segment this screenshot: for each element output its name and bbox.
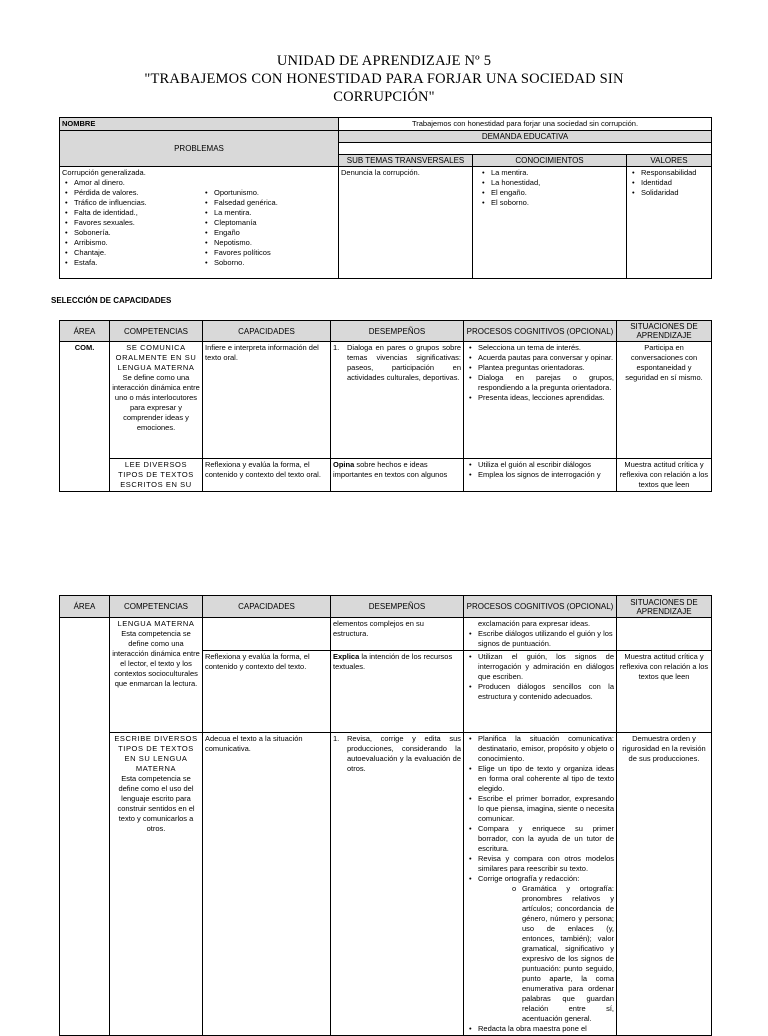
area-cell: COM. <box>60 342 110 492</box>
list-item <box>466 874 614 1024</box>
list-item: • Falsedad genérica. <box>202 198 322 208</box>
sub-list-item: o Gramática y ortografía: pronombres relativos y artículos; concordancia de género, número y persona; uso de enlaces (y, entonces, también); valor gramatical, significativo y expresivo de los signos de puntuación: punto seguido, punto aparte, la coma enumerativa para ordenar palabras que guardan relación entre sí, acentuación general. <box>508 884 614 1024</box>
list-item: • Solidaridad <box>629 188 709 198</box>
procesos-header: PROCESOS COGNITIVOS (OPCIONAL) <box>464 321 617 342</box>
list-item: • Emplea los signos de interrogación y <box>466 470 614 480</box>
procesos-continuation: exclamación para expresar ideas. <box>478 619 591 628</box>
situacion-cell <box>617 618 712 651</box>
list-item: • La mentira. <box>202 208 322 218</box>
demanda-blank <box>339 143 712 155</box>
desempeno-text: Revisa, corrige y edita sus producciones, considerando la autoevaluación y la evaluación de otros. <box>347 734 461 773</box>
area-header: ÁREA <box>60 321 110 342</box>
demanda-header: DEMANDA EDUCATIVA <box>339 131 712 143</box>
list-item: • El engaño. <box>479 188 624 198</box>
list-item: • Planifica la situación comunicativa: destinatario, emisor, propósito y objeto o conocimiento. <box>466 734 614 764</box>
situaciones-header: SITUACIONES DE APRENDIZAJE <box>617 321 712 342</box>
desempeno-cell <box>331 342 464 459</box>
competencia-cell <box>110 733 203 1036</box>
desempeno-cell <box>331 459 464 492</box>
valores-cell <box>627 167 712 279</box>
valores-header: VALORES <box>627 155 712 167</box>
competencia-description: Esta competencia se define como una interacción dinámica entre el lector, el texto y los contextos socioculturales que enmarcan la lectura. <box>112 629 200 688</box>
title-line-2: "TRABAJEMOS CON HONESTIDAD PARA FORJAR UNA SOCIEDAD SIN <box>144 71 624 87</box>
desempeno-verb: Explica <box>333 652 360 661</box>
capacidad-cell: Reflexiona y evalúa la forma, el contenido y contexto del texto. <box>203 651 331 733</box>
desempeno-text: sobre hechos e ideas importantes en textos con algunos <box>333 460 448 479</box>
area-header: ÁREA <box>60 596 110 618</box>
list-item: • Nepotismo. <box>202 238 322 248</box>
list-item: • Utilizan el guión, los signos de interrogación y admiración en diálogos que escriben. <box>466 652 614 682</box>
capacidad-cell: Infiere e interpreta información del texto oral. <box>203 342 331 459</box>
list-item: • Oportunismo. <box>202 188 322 198</box>
list-item: • Sobonería. <box>62 228 202 238</box>
title-line-3: CORRUPCIÓN" <box>333 89 435 105</box>
problema-title: Corrupción generalizada. <box>62 168 146 177</box>
subtema-cell: Denuncia la corrupción. <box>339 167 473 279</box>
list-item: • Selecciona un tema de interés. <box>466 343 614 353</box>
procesos-cell <box>464 733 617 1036</box>
list-item: • Acuerda pautas para conversar y opinar. <box>466 353 614 363</box>
competencia-description: Esta competencia se define como el uso del lenguaje escrito para construir sentidos en el texto y comunicarlos a otros. <box>117 774 195 833</box>
competencias-header: COMPETENCIAS <box>110 321 203 342</box>
procesos-cell <box>464 342 617 459</box>
capacidades-header: CAPACIDADES <box>203 321 331 342</box>
desempeno-cell <box>331 733 464 1036</box>
procesos-header: PROCESOS COGNITIVOS (OPCIONAL) <box>464 596 617 618</box>
competencia-description: Se define como una interacción dinámica entre uno o más interlocutores para expresar y comprender ideas y emociones. <box>112 373 200 432</box>
list-item: • La honestidad, <box>479 178 624 188</box>
capacidad-cell: Reflexiona y evalúa la forma, el contenido y contexto del texto oral. <box>203 459 331 492</box>
competencia-title: LEE DIVERSOS TIPOS DE TEXTOS ESCRITOS EN SU <box>118 460 194 489</box>
list-item: • Elige un tipo de texto y organiza ideas en forma oral coherente al tipo de texto elegido. <box>466 764 614 794</box>
list-item: • Responsabilidad <box>629 168 709 178</box>
desempeno-cell: elementos complejos en su estructura. <box>331 618 464 651</box>
list-item: • Dialoga en parejas o grupos, respondiendo a la pregunta orientadora. <box>466 373 614 393</box>
list-item: • Identidad <box>629 178 709 188</box>
capacities-table-1 <box>59 320 712 492</box>
desempeno-verb: Opina <box>333 460 355 469</box>
list-item: • Favores sexuales. <box>62 218 202 228</box>
document-title <box>40 52 728 106</box>
list-item: • Estafa. <box>62 258 202 268</box>
nombre-value: Trabajemos con honestidad para forjar una sociedad sin corrupción. <box>339 118 712 131</box>
subtemas-header: SUB TEMAS TRANSVERSALES <box>339 155 473 167</box>
list-item: • Producen diálogos sencillos con la estructura y contenido adecuados. <box>466 682 614 702</box>
list-item: • Escribe diálogos utilizando el guión y los signos de puntuación. <box>466 629 614 649</box>
list-item: • El soborno. <box>479 198 624 208</box>
situacion-cell: Demuestra orden y rigurosidad en la revisión de sus producciones. <box>617 733 712 1036</box>
desempeno-number: 1. <box>333 734 340 743</box>
competencia-cell <box>110 459 203 492</box>
situaciones-header: SITUACIONES DE APRENDIZAJE <box>617 596 712 618</box>
conocimientos-cell <box>473 167 627 279</box>
competencia-title: LENGUA MATERNA <box>117 619 195 628</box>
list-item: • Redacta la obra maestra pone el <box>466 1024 614 1034</box>
list-item: • Pérdida de valores. <box>62 188 202 198</box>
desempeno-number: 1. <box>333 343 340 352</box>
list-item: • Arribismo. <box>62 238 202 248</box>
list-item: • Escribe el primer borrador, expresando lo que piensa, imagina, siente o necesita comunicar. <box>466 794 614 824</box>
desempeno-text: Dialoga en pares o grupos sobre temas vivencias significativas: paseos, participación en actividades culturales, deportivas. <box>347 343 461 382</box>
title-line-1: UNIDAD DE APRENDIZAJE Nº 5 <box>276 53 492 69</box>
list-item: • Utiliza el guión al escribir diálogos <box>466 460 614 470</box>
nombre-label: NOMBRE <box>60 118 339 131</box>
competencia-cell <box>110 342 203 459</box>
capacidad-cell <box>203 618 331 651</box>
problemas-header: PROBLEMAS <box>60 131 339 167</box>
desempenos-header: DESEMPEÑOS <box>331 321 464 342</box>
situacion-cell: Muestra actitud crítica y reflexiva con relación a los textos que leen <box>617 651 712 733</box>
competencias-header: COMPETENCIAS <box>110 596 203 618</box>
list-item: • Cleptomanía <box>202 218 322 228</box>
list-item: • Plantea preguntas orientadoras. <box>466 363 614 373</box>
list-item: • Soborno. <box>202 258 322 268</box>
procesos-cell <box>464 459 617 492</box>
capacities-table-2 <box>59 595 712 1036</box>
capacidad-cell: Adecua el texto a la situación comunicativa. <box>203 733 331 1036</box>
area-cell <box>60 618 110 1036</box>
procesos-cell <box>464 651 617 733</box>
list-item: • Falta de identidad., <box>62 208 202 218</box>
list-item: • Compara y enriquece su primer borrador, con la ayuda de un tutor de escritura. <box>466 824 614 854</box>
list-item: • Revisa y compara con otros modelos similares para reescribir su texto. <box>466 854 614 874</box>
section-label: SELECCIÓN DE CAPACIDADES <box>51 296 172 305</box>
list-item-text: Corrige ortografía y redacción: <box>478 874 580 883</box>
competencia-cell <box>110 618 203 733</box>
list-item: • La mentira. <box>479 168 624 178</box>
list-item: • Chantaje. <box>62 248 202 258</box>
desempeno-cell <box>331 651 464 733</box>
conocimientos-header: CONOCIMIENTOS <box>473 155 627 167</box>
desempeno-text: la intención de los recursos textuales. <box>333 652 453 671</box>
desempenos-header: DESEMPEÑOS <box>331 596 464 618</box>
competencia-title: SE COMUNICA ORALMENTE EN SU LENGUA MATERNA <box>115 343 197 372</box>
situacion-cell: Muestra actitud crítica y reflexiva con relación a los textos que leen <box>617 459 712 492</box>
problemas-list-left <box>62 178 202 268</box>
list-item: • Engaño <box>202 228 322 238</box>
list-item: • Tráfico de influencias. <box>62 198 202 208</box>
list-item: • Amor al dinero. <box>62 178 202 188</box>
problemas-cell <box>60 167 339 279</box>
problemas-list-right <box>202 188 322 268</box>
procesos-cell <box>464 618 617 651</box>
capacidades-header: CAPACIDADES <box>203 596 331 618</box>
list-item: • Presenta ideas, lecciones aprendidas. <box>466 393 614 403</box>
unit-summary-table <box>59 117 712 279</box>
competencia-title: ESCRIBE DIVERSOS TIPOS DE TEXTOS EN SU LENGUA MATERNA <box>114 734 198 773</box>
situacion-cell: Participa en conversaciones con espontaneidad y seguridad en sí mismo. <box>617 342 712 459</box>
list-item: • Favores políticos <box>202 248 322 258</box>
